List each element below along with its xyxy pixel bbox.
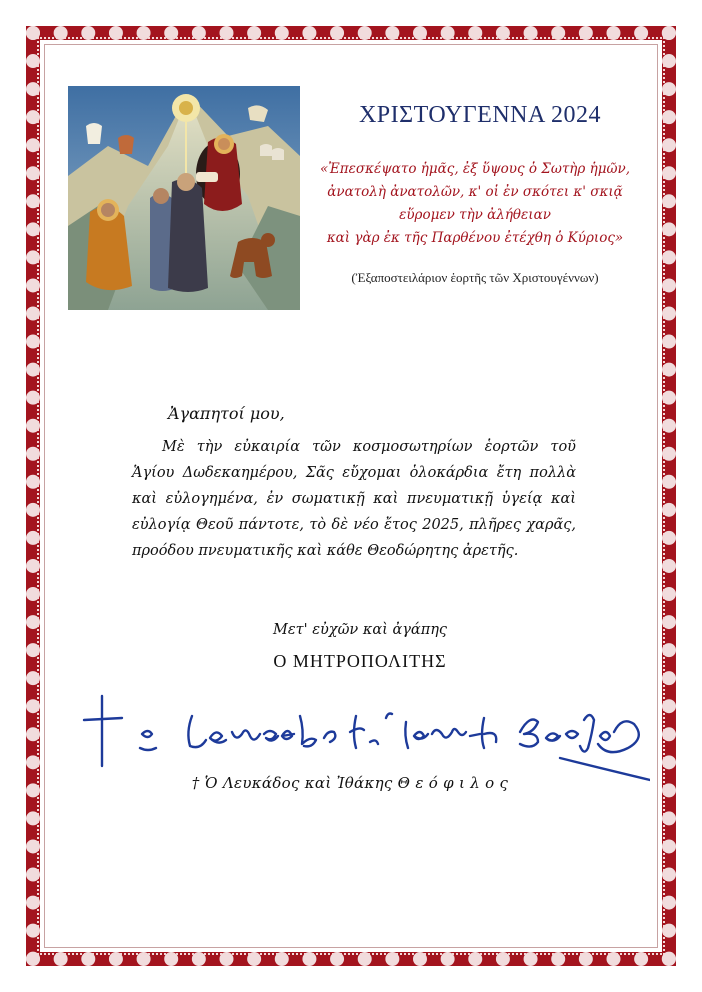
hymn-line: εὕρομεν τὴν ἀλήθειαν <box>399 207 551 223</box>
hymn-line: καὶ γὰρ ἐκ τῆς Παρθένου ἐτέχθη ὁ Κύριος» <box>326 230 624 246</box>
metropolitan-heading: Ο ΜΗΤΡΟΠΟΛΙΤΗΣ <box>273 651 447 671</box>
hymn-line: «Ἐπεσκέψατο ἡμᾶς, ἐξ ὕψους ὁ Σωτὴρ ἡμῶν, <box>320 161 630 177</box>
handwritten-signature <box>80 688 650 784</box>
salutation: Ἀγαπητοί μου, <box>168 404 285 423</box>
signed-name: † Ὁ Λευκάδος καὶ Ἰθάκης Θ ε ό φ ι λ ο ς <box>191 774 509 792</box>
nativity-icon-image <box>68 86 300 310</box>
hymn-quote <box>300 158 650 250</box>
letter-body: Μὲ τὴν εὐκαιρία τῶν κοσμοσωτηρίων ἑορτῶν τοῦ Ἁγίου Δωδεκαημέρου, Σᾶς εὔχομαι ὁλοκάρδια ἔτη πολλὰ καὶ εὐλογημένα, ἐν σωματικῇ καὶ πνευματικῇ ὑγείᾳ καὶ εὐλογίᾳ Θεοῦ πάντοτε, τὸ δὲ νέο ἔτος 2025, πλῆρες χαρᾶς, προόδου πνευματικῆς καὶ κάθε Θεοδώρητης ἀρετῆς. <box>132 439 576 559</box>
closing-line: Μετ' εὐχῶν καὶ ἀγάπης <box>272 622 448 638</box>
hymn-source: (Ἐξαποστειλάριον ἑορτῆς τῶν Χριστουγέννων) <box>351 270 599 285</box>
hymn-line: ἀνατολὴ ἀνατολῶν, κ' οἱ ἐν σκότει κ' σκιᾷ <box>327 184 623 200</box>
letter-title: ΧΡΙΣΤΟΥΓΕΝΝΑ 2024 <box>358 102 602 128</box>
